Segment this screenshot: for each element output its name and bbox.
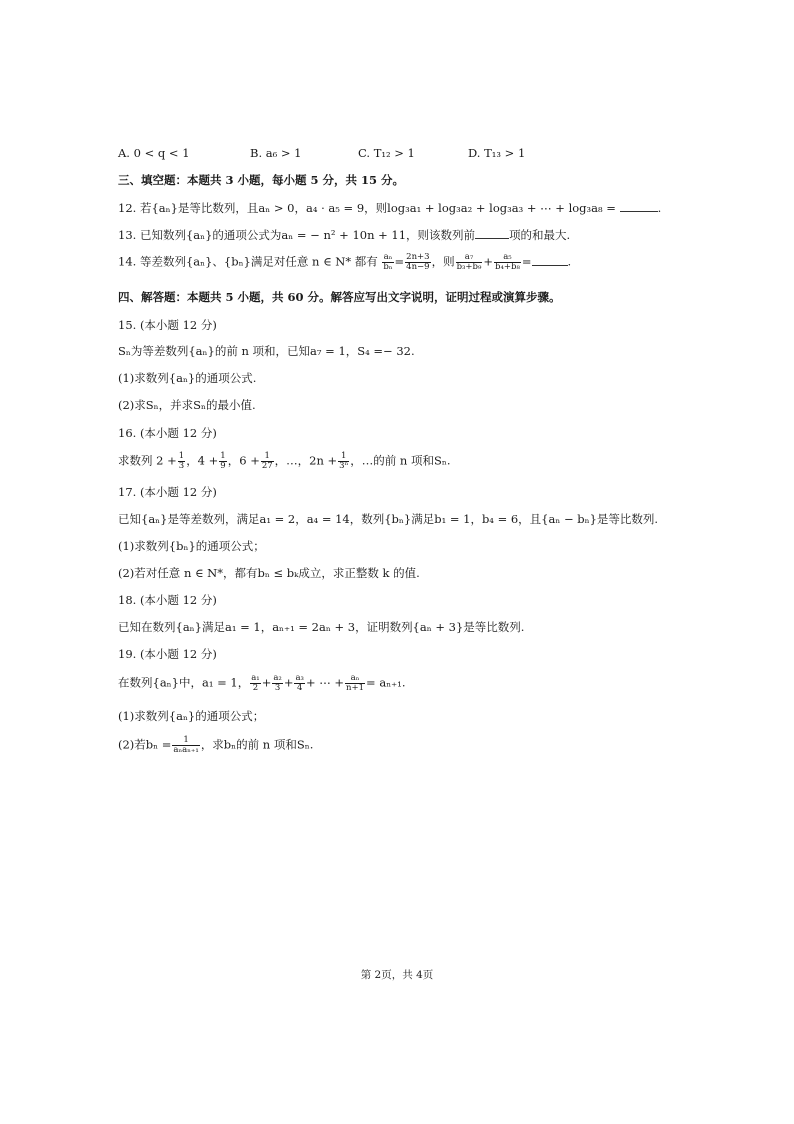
- q17-part2: (2)若对任意 n ∈ N*，都有bₙ ≤ bₖ成立，求正整数 k 的值.: [118, 566, 420, 580]
- q14-f1-den: bₙ: [383, 262, 393, 272]
- q17-stem: 已知{aₙ}是等差数列，满足a₁ = 2，a₄ = 14，数列{bₙ}满足b₁ = 1，b₄ = 6，且{aₙ − bₙ}是等比数列.: [118, 512, 659, 526]
- q14-text: 14. 等差数列{aₙ}、{bₙ}满足对任意 n ∈ N* 都有: [118, 254, 378, 269]
- section3-title: 三、填空题：本题共 3 小题，每小题 5 分，共 15 分。: [118, 173, 405, 187]
- q19-bn-num: 1: [172, 736, 199, 746]
- q16-head: 16. (本小题 12 分): [118, 426, 217, 440]
- section4-title: 四、解答题：本题共 5 小题，共 60 分。解答应写出文字说明，证明过程或演算步骤。: [118, 290, 561, 304]
- q15-head: 15. (本小题 12 分): [118, 318, 217, 332]
- q16-a: ，4 +: [186, 453, 219, 468]
- q19-p2-end: ，求bₙ的前 n 项和Sₙ.: [200, 737, 314, 752]
- q19-f2-den: 3: [274, 683, 281, 693]
- q19-frac-bn: [172, 736, 199, 755]
- q17-part1: (1)求数列{bₙ}的通项公式；: [118, 539, 265, 553]
- q19-part2: [118, 736, 313, 755]
- q14-frac-anbn: [382, 253, 393, 272]
- q14-f2-num: 2n+3: [406, 252, 430, 262]
- q16-f2-num: 1: [220, 451, 226, 461]
- q14-blank: [532, 254, 568, 266]
- question-12: [118, 200, 661, 216]
- q19-p2-pre: (2)若bₙ =: [118, 737, 172, 752]
- q14-f4-den: b₄+b₈: [495, 262, 520, 272]
- q16-f1-num: 1: [178, 451, 185, 461]
- q19-f4-den: n+1: [346, 683, 365, 693]
- q16-f3-den: 27: [261, 461, 273, 471]
- q16-c: ，…，2n +: [274, 453, 338, 468]
- q13-suffix: 项的和最大.: [509, 228, 571, 242]
- q16-end: ，…的前 n 项和Sₙ.: [350, 453, 451, 468]
- q16-frac-4: [338, 452, 349, 471]
- q13-text: 13. 已知数列{aₙ}的通项公式为aₙ = − n² + 10n + 11，则该数列前: [118, 228, 476, 242]
- q19-f3-den: 4: [296, 683, 303, 693]
- q16-frac-1: [178, 452, 185, 471]
- q16-frac-2: [219, 452, 226, 471]
- q14-f4-num: a₅: [494, 253, 521, 263]
- option-d: D. T₁₃ > 1: [468, 146, 526, 160]
- q15-part2: (2)求Sₙ，并求Sₙ的最小值.: [118, 398, 256, 412]
- q17-head: 17. (本小题 12 分): [118, 485, 217, 499]
- question-13: [118, 227, 570, 243]
- q19-plus1: +: [261, 675, 272, 690]
- q16-b: ，6 +: [227, 453, 260, 468]
- q14-plus: +: [483, 254, 494, 269]
- q13-blank: [475, 227, 509, 239]
- q16-f3-num: 1: [261, 452, 274, 462]
- q19-end: = aₙ₊₁.: [366, 675, 406, 690]
- q16-f4-num: 1: [338, 452, 349, 462]
- q19-f4-num: aₙ: [345, 674, 365, 684]
- q19-f3-num: a₃: [295, 673, 304, 683]
- q14-f3-den: b₃+b₉: [456, 262, 482, 272]
- q16-frac-3: [261, 452, 274, 471]
- option-c: C. T₁₂ > 1: [358, 146, 415, 160]
- q19-plus2: +: [283, 675, 294, 690]
- q19-head: 19. (本小题 12 分): [118, 647, 217, 661]
- q19-f1-den: 2: [252, 683, 259, 693]
- q19-dots: + ⋯ +: [305, 675, 345, 690]
- question-14: [118, 253, 571, 272]
- q15-part1: (1)求数列{aₙ}的通项公式.: [118, 371, 257, 385]
- q14-f2-den: 4n−9: [406, 262, 430, 272]
- q18-head: 18. (本小题 12 分): [118, 593, 217, 607]
- page-number: 第 2页，共 4页: [360, 969, 434, 981]
- option-a: A. 0 < q < 1: [118, 146, 190, 160]
- q14-frac-ratio: [405, 253, 430, 272]
- q19-f1-num: a₁: [251, 673, 260, 683]
- q14-f3-num: a₇: [456, 253, 483, 263]
- q19-frac-4: [345, 674, 365, 693]
- q12-suffix: .: [657, 201, 662, 215]
- q12-text: 12. 若{aₙ}是等比数列，且aₙ > 0，a₄ · a₅ = 9，则log₃a₁ + log₃a₂ + log₃a₃ + ⋯ + log₃a₈ =: [118, 201, 616, 215]
- q19-pre: 在数列{aₙ}中，a₁ = 1，: [118, 675, 250, 690]
- q12-blank: [620, 200, 658, 212]
- q18-stem: 已知在数列{aₙ}满足a₁ = 1，aₙ₊₁ = 2aₙ + 3，证明数列{aₙ + 3}是等比数列.: [118, 620, 525, 634]
- q19-stem: [118, 674, 406, 693]
- q16-f4-den: 3ⁿ: [339, 461, 349, 471]
- q15-stem: Sₙ为等差数列{aₙ}的前 n 项和，已知a₇ = 1，S₄ =− 32.: [118, 344, 415, 358]
- q19-bn-den: aₙaₙ₊₁: [173, 745, 199, 755]
- q16-stem: [118, 452, 451, 471]
- q14-frac-a5: [494, 253, 521, 272]
- q14-eq1: =: [394, 254, 405, 269]
- q19-frac-2: [272, 674, 282, 693]
- option-b: B. a₆ > 1: [250, 146, 302, 160]
- q19-frac-1: [250, 674, 260, 693]
- q19-f2-num: a₂: [273, 673, 282, 683]
- q14-end: .: [567, 254, 572, 269]
- q19-part1: (1)求数列{aₙ}的通项公式；: [118, 709, 265, 723]
- q14-f1-num: aₙ: [383, 252, 393, 262]
- q16-pre: 求数列 2 +: [118, 453, 177, 468]
- q16-f1-den: 3: [178, 461, 185, 471]
- q16-f2-den: 9: [220, 461, 226, 471]
- q14-eq2: =: [521, 254, 532, 269]
- q14-frac-a7: [456, 253, 483, 272]
- q19-frac-3: [294, 674, 304, 693]
- q14-mid: ，则: [431, 254, 455, 269]
